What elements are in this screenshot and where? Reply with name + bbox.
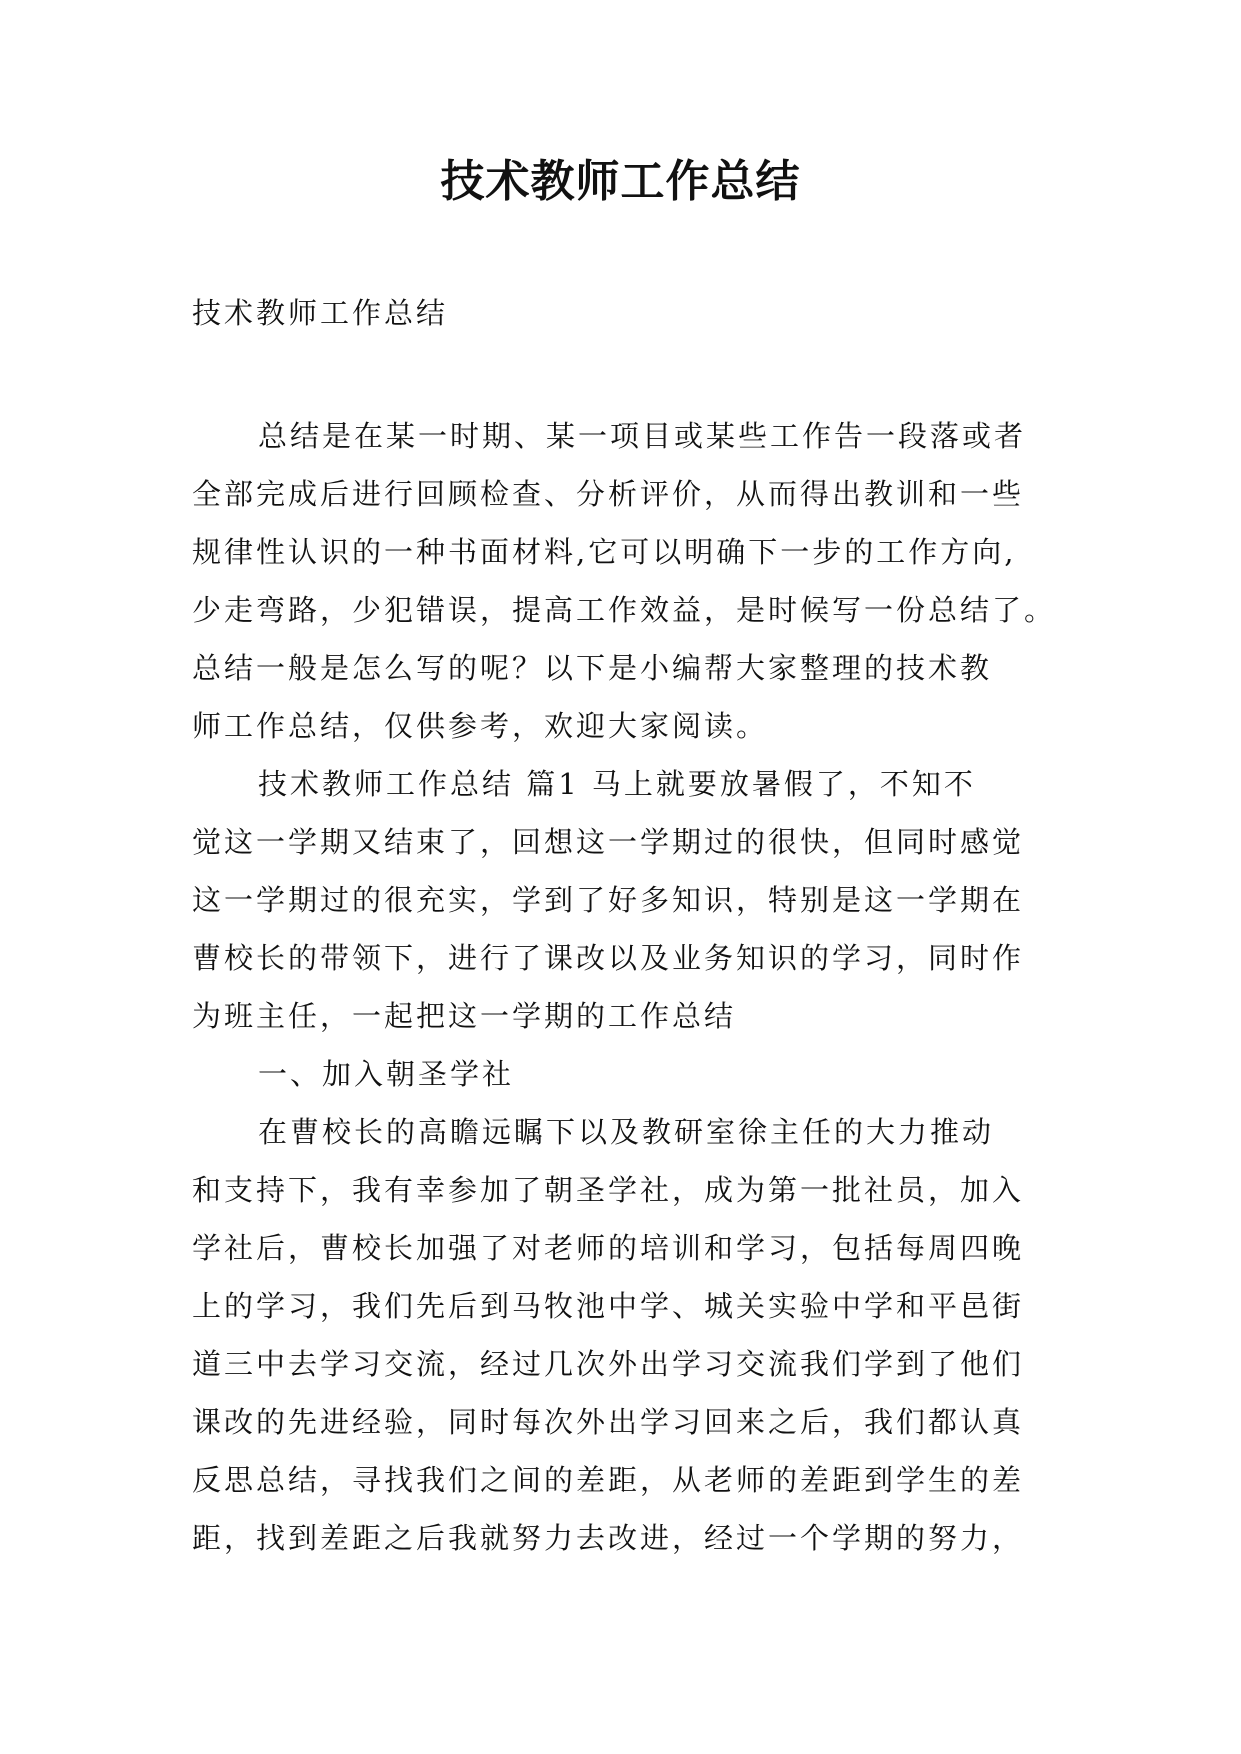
body-line: 规律性认识的一种书面材料,它可以明确下一步的工作方向, [192, 535, 1017, 569]
body-line: 距，找到差距之后我就努力去改进，经过一个学期的努力， [192, 1521, 1025, 1555]
body-line: 全部完成后进行回顾检查、分析评价，从而得出教训和一些 [192, 477, 1025, 511]
body-line: 道三中去学习交流，经过几次外出学习交流我们学到了他们 [192, 1347, 1025, 1381]
body-line: 曹校长的带领下，进行了课改以及业务知识的学习，同时作 [192, 941, 1025, 975]
section-heading: 一、加入朝圣学社 [258, 1057, 515, 1091]
document-subtitle: 技术教师工作总结 [192, 296, 449, 330]
body-line: 反思总结，寻找我们之间的差距，从老师的差距到学生的差 [192, 1463, 1025, 1497]
body-line: 和支持下，我有幸参加了朝圣学社，成为第一批社员，加入 [192, 1173, 1025, 1207]
body-line: 总结一般是怎么写的呢？以下是小编帮大家整理的技术教 [192, 651, 993, 685]
body-line: 这一学期过的很充实，学到了好多知识，特别是这一学期在 [192, 883, 1025, 917]
body-line: 上的学习，我们先后到马牧池中学、城关实验中学和平邑街 [192, 1289, 1025, 1323]
body-line: 觉这一学期又结束了，回想这一学期过的很快，但同时感觉 [192, 825, 1025, 859]
body-line: 总结是在某一时期、某一项目或某些工作告一段落或者 [258, 419, 1027, 453]
body-line: 在曹校长的高瞻远瞩下以及教研室徐主任的大力推动 [258, 1115, 995, 1149]
document-body [192, 407, 1057, 1567]
body-line: 课改的先进经验，同时每次外出学习回来之后，我们都认真 [192, 1405, 1025, 1439]
body-line: 学社后，曹校长加强了对老师的培训和学习，包括每周四晚 [192, 1231, 1025, 1265]
body-line: 为班主任，一起把这一学期的工作总结 [192, 999, 737, 1033]
body-line: 技术教师工作总结 篇1 马上就要放暑假了，不知不 [258, 767, 976, 801]
body-line: 师工作总结，仅供参考，欢迎大家阅读。 [192, 709, 769, 743]
document-title: 技术教师工作总结 [440, 156, 801, 207]
body-line: 少走弯路，少犯错误，提高工作效益，是时候写一份总结了。 [192, 593, 1057, 627]
